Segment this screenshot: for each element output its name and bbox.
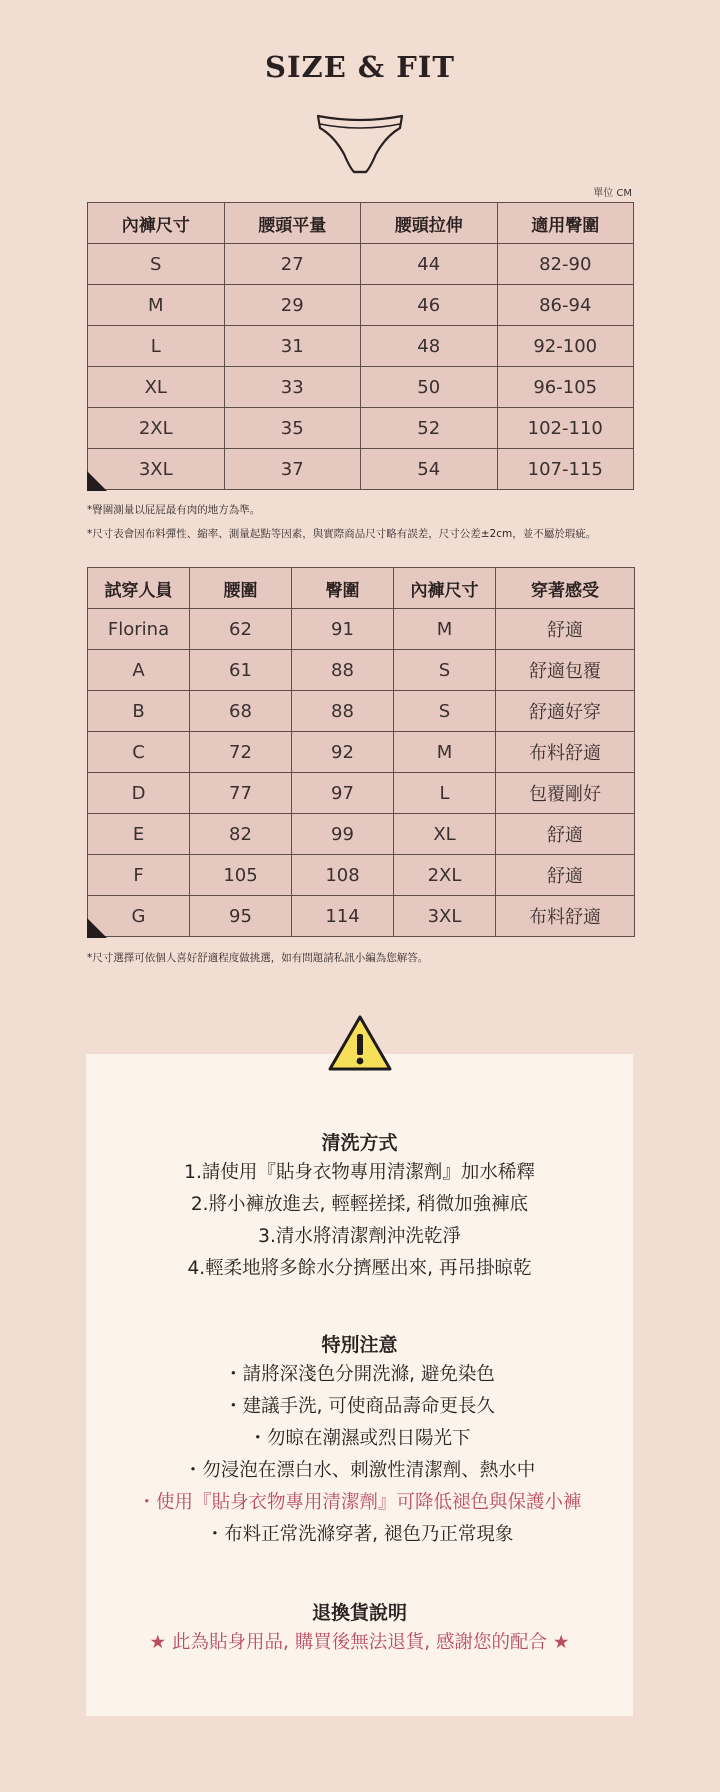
corner-decoration bbox=[87, 918, 107, 938]
table-cell: 92 bbox=[292, 732, 394, 773]
table-cell: 52 bbox=[361, 408, 498, 449]
table-row bbox=[88, 855, 635, 896]
table-cell: 96-105 bbox=[497, 367, 634, 408]
table-cell: 102-110 bbox=[497, 408, 634, 449]
table-cell: M bbox=[394, 732, 496, 773]
warning-icon bbox=[327, 1014, 393, 1072]
page-title: SIZE & FIT bbox=[265, 50, 455, 84]
washing-step: 1.請使用『貼身衣物專用清潔劑』加水稀釋 bbox=[184, 1162, 535, 1183]
care-instructions-panel bbox=[86, 1054, 633, 1716]
table-cell: 29 bbox=[224, 285, 361, 326]
table-row bbox=[88, 285, 634, 326]
notice-section bbox=[86, 1331, 633, 1551]
returns-section bbox=[86, 1599, 633, 1659]
notice-item-highlight: ・使用『貼身衣物專用清潔劑』可降低褪色與保護小褲 bbox=[137, 1492, 582, 1513]
table-cell: F bbox=[88, 855, 190, 896]
table-cell: 3XL bbox=[394, 896, 496, 937]
washing-heading: 清洗方式 bbox=[321, 1132, 398, 1154]
table-cell: 包覆剛好 bbox=[496, 773, 635, 814]
table-cell: 99 bbox=[292, 814, 394, 855]
size-table bbox=[87, 202, 634, 490]
table-cell: 91 bbox=[292, 609, 394, 650]
table-cell: 82 bbox=[190, 814, 292, 855]
table-cell: 105 bbox=[190, 855, 292, 896]
table-row bbox=[88, 244, 634, 285]
column-header: 試穿人員 bbox=[88, 568, 190, 609]
table-cell: 33 bbox=[224, 367, 361, 408]
table-row bbox=[88, 732, 635, 773]
table-cell: 27 bbox=[224, 244, 361, 285]
table-row bbox=[88, 814, 635, 855]
table-cell: S bbox=[88, 244, 225, 285]
washing-section bbox=[86, 1129, 633, 1285]
column-header: 腰頭拉伸 bbox=[361, 203, 498, 244]
table-cell: 86-94 bbox=[497, 285, 634, 326]
notice-item: ・勿浸泡在漂白水、刺激性清潔劑、熱水中 bbox=[183, 1460, 536, 1481]
table-cell: 37 bbox=[224, 449, 361, 490]
table-cell: 61 bbox=[190, 650, 292, 691]
table-cell: 108 bbox=[292, 855, 394, 896]
table-cell: D bbox=[88, 773, 190, 814]
table-cell: 95 bbox=[190, 896, 292, 937]
washing-step: 2.將小褲放進去, 輕輕搓揉, 稍微加強褲底 bbox=[190, 1194, 529, 1215]
table-cell: 88 bbox=[292, 691, 394, 732]
table-cell: A bbox=[88, 650, 190, 691]
briefs-icon bbox=[314, 110, 406, 176]
table-row bbox=[88, 408, 634, 449]
table-cell: 2XL bbox=[88, 408, 225, 449]
trial-note: *尺寸選擇可依個人喜好舒適程度做挑選，如有問題請私訊小編為您解答。 bbox=[87, 952, 429, 964]
table-cell: 48 bbox=[361, 326, 498, 367]
unit-label: 單位 CM bbox=[593, 188, 632, 199]
column-header: 腰圍 bbox=[190, 568, 292, 609]
table-cell: 72 bbox=[190, 732, 292, 773]
table-cell: C bbox=[88, 732, 190, 773]
table-cell: M bbox=[394, 609, 496, 650]
table-cell: 97 bbox=[292, 773, 394, 814]
table-cell: 31 bbox=[224, 326, 361, 367]
table-cell: G bbox=[88, 896, 190, 937]
table-cell: 77 bbox=[190, 773, 292, 814]
table-cell: 布料舒適 bbox=[496, 732, 635, 773]
column-header: 內褲尺寸 bbox=[88, 203, 225, 244]
table-cell: 舒適 bbox=[496, 855, 635, 896]
size-note: *尺寸表會因布料彈性、縮率、測量起點等因素，與實際商品尺寸略有誤差，尺寸公差±2cm，並不屬於瑕疵。 bbox=[87, 528, 597, 540]
table-cell: 舒適 bbox=[496, 609, 635, 650]
washing-step: 4.輕柔地將多餘水分擠壓出來, 再吊掛晾乾 bbox=[187, 1258, 532, 1279]
table-header-row bbox=[88, 568, 635, 609]
notice-item: ・請將深淺色分開洗滌, 避免染色 bbox=[224, 1364, 495, 1385]
table-cell: 布料舒適 bbox=[496, 896, 635, 937]
table-cell: 舒適包覆 bbox=[496, 650, 635, 691]
table-cell: 88 bbox=[292, 650, 394, 691]
table-cell: 92-100 bbox=[497, 326, 634, 367]
table-row bbox=[88, 449, 634, 490]
table-cell: 54 bbox=[361, 449, 498, 490]
table-cell: S bbox=[394, 691, 496, 732]
table-header-row bbox=[88, 203, 634, 244]
table-cell: 62 bbox=[190, 609, 292, 650]
table-row bbox=[88, 896, 635, 937]
table-cell: B bbox=[88, 691, 190, 732]
table-cell: 50 bbox=[361, 367, 498, 408]
table-cell: XL bbox=[394, 814, 496, 855]
returns-heading: 退換貨說明 bbox=[311, 1602, 407, 1624]
table-cell: 35 bbox=[224, 408, 361, 449]
column-header: 腰頭平量 bbox=[224, 203, 361, 244]
table-cell: Florina bbox=[88, 609, 190, 650]
table-row bbox=[88, 773, 635, 814]
table-cell: 舒適 bbox=[496, 814, 635, 855]
column-header: 臀圍 bbox=[292, 568, 394, 609]
table-cell: S bbox=[394, 650, 496, 691]
returns-policy: ★ 此為貼身用品, 購買後無法退貨, 感謝您的配合 ★ bbox=[149, 1632, 570, 1653]
table-cell: 3XL bbox=[88, 449, 225, 490]
table-cell: 46 bbox=[361, 285, 498, 326]
corner-decoration bbox=[87, 471, 107, 491]
trial-table bbox=[87, 567, 635, 937]
size-note: *臀圍測量以屁屁最有肉的地方為準。 bbox=[87, 504, 261, 516]
table-row bbox=[88, 691, 635, 732]
table-cell: 107-115 bbox=[497, 449, 634, 490]
notice-item: ・建議手洗, 可使商品壽命更長久 bbox=[224, 1396, 495, 1417]
column-header: 內褲尺寸 bbox=[394, 568, 496, 609]
washing-step: 3.清水將清潔劑沖洗乾淨 bbox=[258, 1226, 461, 1247]
notice-item: ・布料正常洗滌穿著, 褪色乃正常現象 bbox=[205, 1524, 514, 1545]
table-row bbox=[88, 326, 634, 367]
column-header: 適用臀圍 bbox=[497, 203, 634, 244]
notice-heading: 特別注意 bbox=[321, 1334, 398, 1356]
table-cell: 68 bbox=[190, 691, 292, 732]
table-cell: L bbox=[88, 326, 225, 367]
table-row bbox=[88, 609, 635, 650]
notice-item: ・勿晾在潮濕或烈日陽光下 bbox=[248, 1428, 471, 1449]
table-row bbox=[88, 650, 635, 691]
table-cell: 82-90 bbox=[497, 244, 634, 285]
table-cell: E bbox=[88, 814, 190, 855]
table-cell: L bbox=[394, 773, 496, 814]
table-cell: 舒適好穿 bbox=[496, 691, 635, 732]
table-cell: XL bbox=[88, 367, 225, 408]
column-header: 穿著感受 bbox=[496, 568, 635, 609]
table-cell: 44 bbox=[361, 244, 498, 285]
table-cell: 2XL bbox=[394, 855, 496, 896]
table-cell: M bbox=[88, 285, 225, 326]
table-cell: 114 bbox=[292, 896, 394, 937]
table-row bbox=[88, 367, 634, 408]
